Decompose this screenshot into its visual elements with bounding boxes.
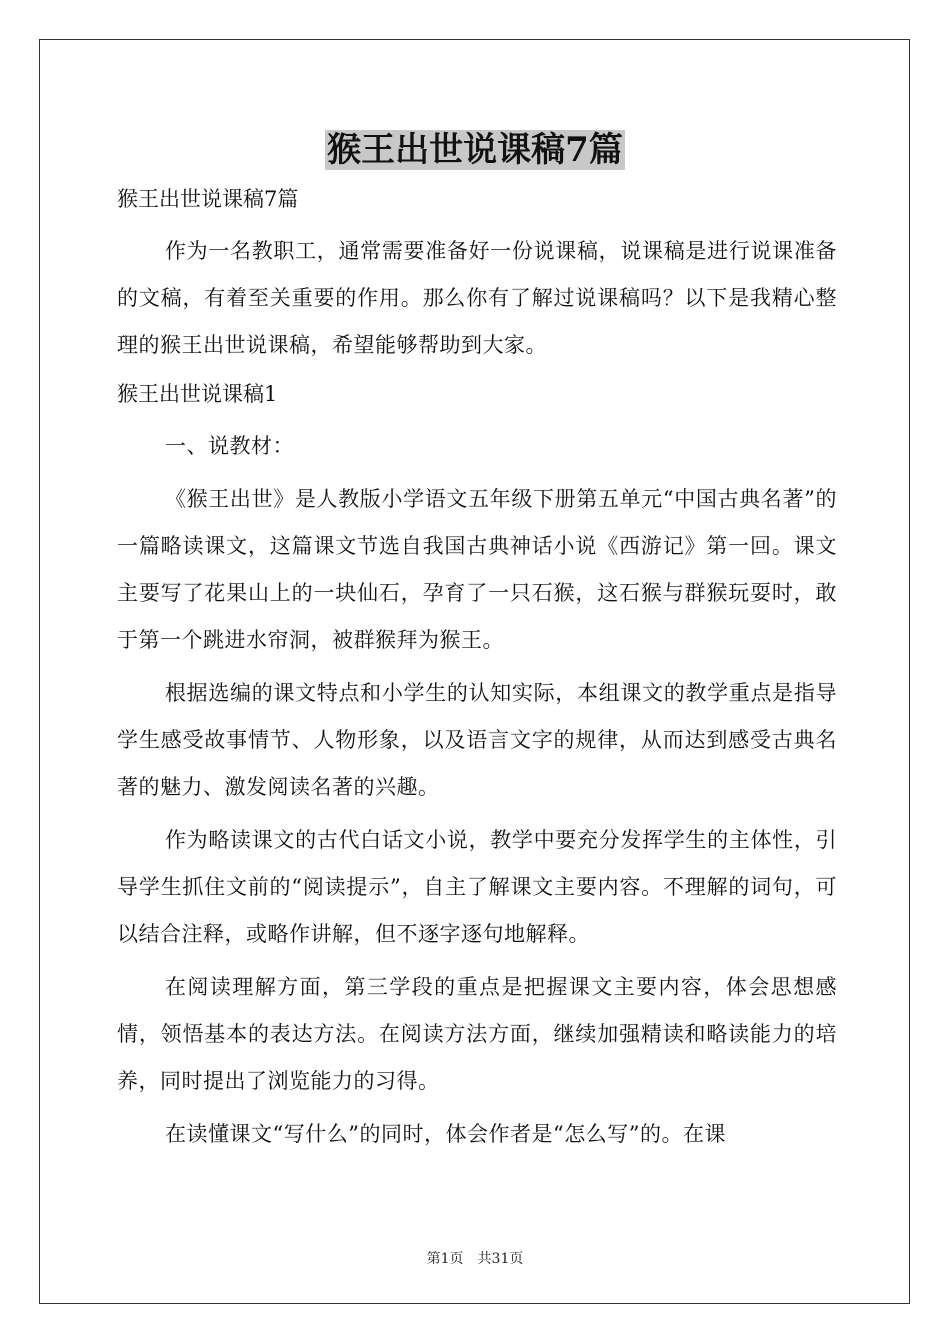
document-title — [0, 124, 950, 176]
body-paragraph: 《猴王出世》是人教版小学语文五年级下册第五单元“中国古典名著”的一篇略读课文，这篇课文节选自我国古典神话小说《西游记》第一回。课文主要写了花果山上的一块仙石，孕育了一只石猴，这石猴与群猴玩耍时，敢于第一个跳进水帘洞，被群猴拜为猴王。 — [117, 487, 837, 652]
intro-paragraph: 作为一名教职工，通常需要准备好一份说课稿，说课稿是进行说课准备的文稿，有着至关重要的作用。那么你有了解过说课稿吗？以下是我精心整理的猴王出世说课稿，希望能够帮助到大家。 — [117, 239, 837, 357]
body-paragraph: 根据选编的课文特点和小学生的认知实际，本组课文的教学重点是指导学生感受故事情节、人物形象，以及语言文字的规律，从而达到感受古典名著的魅力、激发阅读名著的兴趣。 — [117, 681, 837, 799]
body-paragraph: 在阅读理解方面，第三学段的重点是把握课文主要内容，体会思想感情，领悟基本的表达方法。在阅读方法方面，继续加强精读和略读能力的培养，同时提出了浏览能力的习得。 — [117, 975, 837, 1093]
document-body — [117, 180, 837, 1164]
section-heading: 猴王出世说课稿1 — [117, 382, 278, 406]
page-number: 第1页 — [426, 1251, 464, 1267]
body-paragraph: 在读懂课文“写什么”的同时，体会作者是“怎么写”的。在课 — [165, 1122, 726, 1146]
section-subheading: 一、说教材： — [165, 434, 294, 458]
body-paragraph: 作为略读课文的古代白话文小说，教学中要充分发挥学生的主体性，引导学生抓住文前的“阅读提示”，自主了解课文主要内容。不理解的词句，可以结合注释，或略作讲解，但不逐字逐句地解释。 — [117, 828, 837, 946]
document-subtitle: 猴王出世说课稿7篇 — [117, 187, 299, 211]
document-title-text: 猴王出世说课稿7篇 — [327, 130, 623, 170]
page-footer — [0, 1248, 950, 1268]
page-total: 共31页 — [477, 1251, 524, 1267]
